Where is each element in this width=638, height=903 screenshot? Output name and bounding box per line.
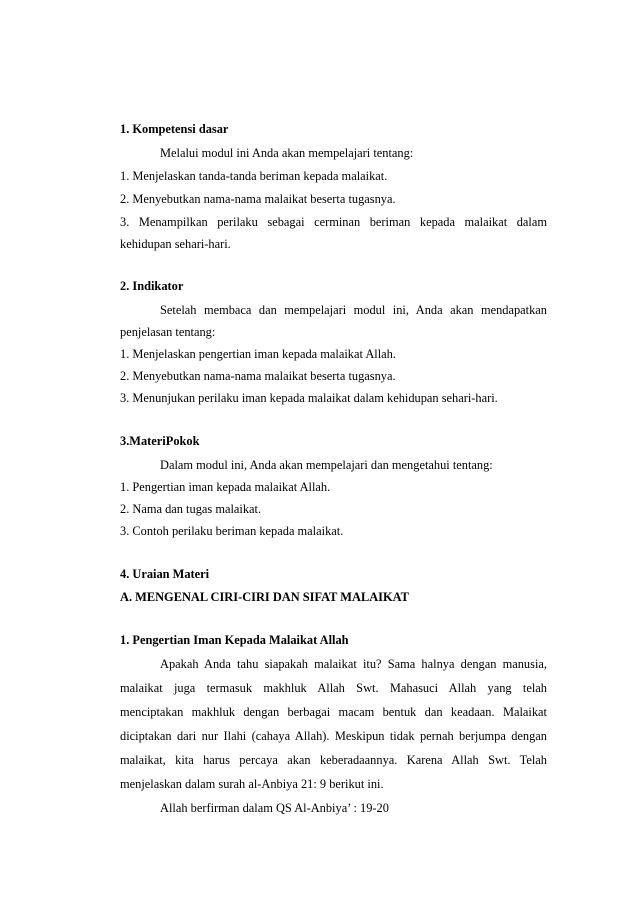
materi-item-3: 3. Contoh perilaku beriman kepada malaikat. [120,524,344,538]
kompetensi-item-1: 1. Menjelaskan tanda-tanda beriman kepada malaikat. [120,169,388,183]
subheading-mengenal: A. MENGENAL CIRI-CIRI DAN SIFAT MALAIKAT [120,590,409,604]
pengertian-line-3: menciptakan makhluk dengan berbagai macam bentuk dan keadaan. Malaikat [120,705,547,719]
section-heading-kompetensi: 1. Kompetensi dasar [120,122,229,136]
indikator-item-3: 3. Menunjukan perilaku iman kepada malaikat dalam kehidupan sehari-hari. [120,391,498,405]
kompetensi-item-2: 2. Menyebutkan nama-nama malaikat beserta tugasnya. [120,192,396,206]
pengertian-line-2: malaikat juga termasuk makhluk Allah Swt. Mahasuci Allah yang telah [120,681,547,695]
kompetensi-intro: Melalui modul ini Anda akan mempelajari tentang: [160,146,414,160]
pengertian-closing: Allah berfirman dalam QS Al-Anbiya’ : 19-20 [160,801,389,815]
indikator-intro: Setelah membaca dan mempelajari modul ini, Anda akan mendapatkan [160,303,547,317]
pengertian-line-6: menjelaskan dalam surah al-Anbiya 21: 9 berikut ini. [120,777,384,791]
materi-item-2: 2. Nama dan tugas malaikat. [120,502,262,516]
kompetensi-item-3-cont: kehidupan sehari-hari. [120,237,231,251]
section-heading-uraian: 4. Uraian Materi [120,567,210,581]
materi-item-1: 1. Pengertian iman kepada malaikat Allah. [120,480,331,494]
materi-intro: Dalam modul ini, Anda akan mempelajari dan mengetahui tentang: [160,458,493,472]
pengertian-heading: 1. Pengertian Iman Kepada Malaikat Allah [120,633,349,647]
pengertian-line-5: malaikat, kita harus percaya akan keberadaannya. Karena Allah Swt. Telah [120,753,547,767]
kompetensi-item-3: 3. Menampilkan perilaku sebagai cerminan beriman kepada malaikat dalam [120,215,547,229]
indikator-intro-cont: penjelasan tentang: [120,325,216,339]
pengertian-line-1: Apakah Anda tahu siapakah malaikat itu? Sama halnya dengan manusia, [160,657,547,671]
indikator-item-2: 2. Menyebutkan nama-nama malaikat beserta tugasnya. [120,369,396,383]
indikator-item-1: 1. Menjelaskan pengertian iman kepada malaikat Allah. [120,347,396,361]
pengertian-line-4: diciptakan dari nur Ilahi (cahaya Allah). Meskipun tidak pernah berjumpa dengan [120,729,547,743]
section-heading-indikator: 2. Indikator [120,279,184,293]
section-heading-materi-pokok: 3.MateriPokok [120,434,200,448]
